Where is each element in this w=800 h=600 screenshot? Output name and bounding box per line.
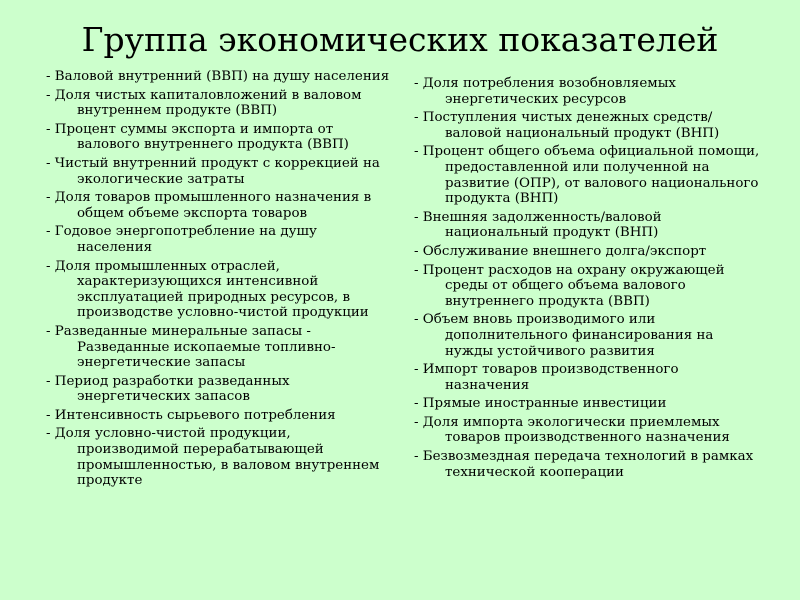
list-item [46,426,396,488]
list-item-text: - Доля условно-чистой продукции, производимой перерабатывающей промышленностью, в валовом внутреннем продукте [46,426,380,489]
list-item [414,110,764,141]
list-item-text: - Безвозмездная передача технологий в рамках технической кооперации [414,449,754,480]
list-item-text: - Доля промышленных отраслей, характеризующихся интенсивной эксплуатацией природных ресурсов, в производстве условно-чистой продукции [46,258,369,321]
list-item-text: - Поступления чистых денежных средств/валовой национальный продукт (ВНП) [414,110,720,141]
list-item-text: - Обслуживание внешнего долга/экспорт [414,243,707,259]
list-item-text: - Доля товаров промышленного назначения в общем объеме экспорта товаров [46,190,372,221]
list-item-text: - Процент суммы экспорта и импорта от валового внутреннего продукта (ВВП) [46,121,349,153]
list-item [46,69,396,85]
list-item [414,396,764,412]
list-item [46,408,396,424]
list-item-text: - Доля чистых капиталовложений в валовом внутреннем продукте (ВВП) [46,87,362,119]
left-indicator-list [46,69,396,492]
list-item-text: - Валовой внутренний (ВВП) на душу населения [46,69,390,84]
list-item-text: - Период разработки разведанных энергетических запасов [46,373,290,405]
list-item-text: - Внешняя задолженность/валовой национальный продукт (ВНП) [414,209,662,241]
list-item-text: - Объем вновь производимого или дополнительного финансирования на нужды устойчивого развития [414,312,714,359]
list-item-text: - Прямые иностранные инвестиции [414,396,667,412]
list-item-text: - Разведанные минеральные запасы - Разведанные ископаемые топливно-энергетические запасы [46,323,336,371]
list-item-text: - Интенсивность сырьевого потребления [46,407,336,423]
list-item-text: - Доля импорта экологически приемлемых товаров производственного назначения [414,414,730,446]
list-item [414,210,764,241]
list-item [414,76,764,107]
list-item [414,244,764,260]
list-item [46,324,396,371]
list-item [414,362,764,393]
slide-title: Группа экономических показателей [81,20,719,59]
list-item [414,312,764,359]
list-item [46,190,396,221]
list-item [414,449,764,480]
list-item [46,88,396,119]
list-item-text: - Доля потребления возобновляемых энергетических ресурсов [414,76,676,107]
list-item [414,415,764,446]
list-item [46,224,396,255]
list-item-text: - Чистый внутренний продукт с коррекцией на экологические затраты [46,155,380,187]
list-item [46,122,396,153]
list-item [414,263,764,310]
list-item-text: - Процент расходов на охрану окружающей среды от общего объема валового внутреннего продукта (ВВП) [414,262,725,309]
list-item-text: - Импорт товаров производственного назначения [414,362,679,393]
list-item [46,374,396,405]
right-indicator-list [414,76,764,483]
list-item-text: - Процент общего объема официальной помощи, предоставленной или полученной на развитие (ОПР), от валового национального продукта (ВНП) [414,144,760,207]
list-item-text: - Годовое энергопотребление на душу населения [46,224,317,255]
list-item [46,156,396,187]
list-item [46,259,396,321]
list-item [414,144,764,206]
